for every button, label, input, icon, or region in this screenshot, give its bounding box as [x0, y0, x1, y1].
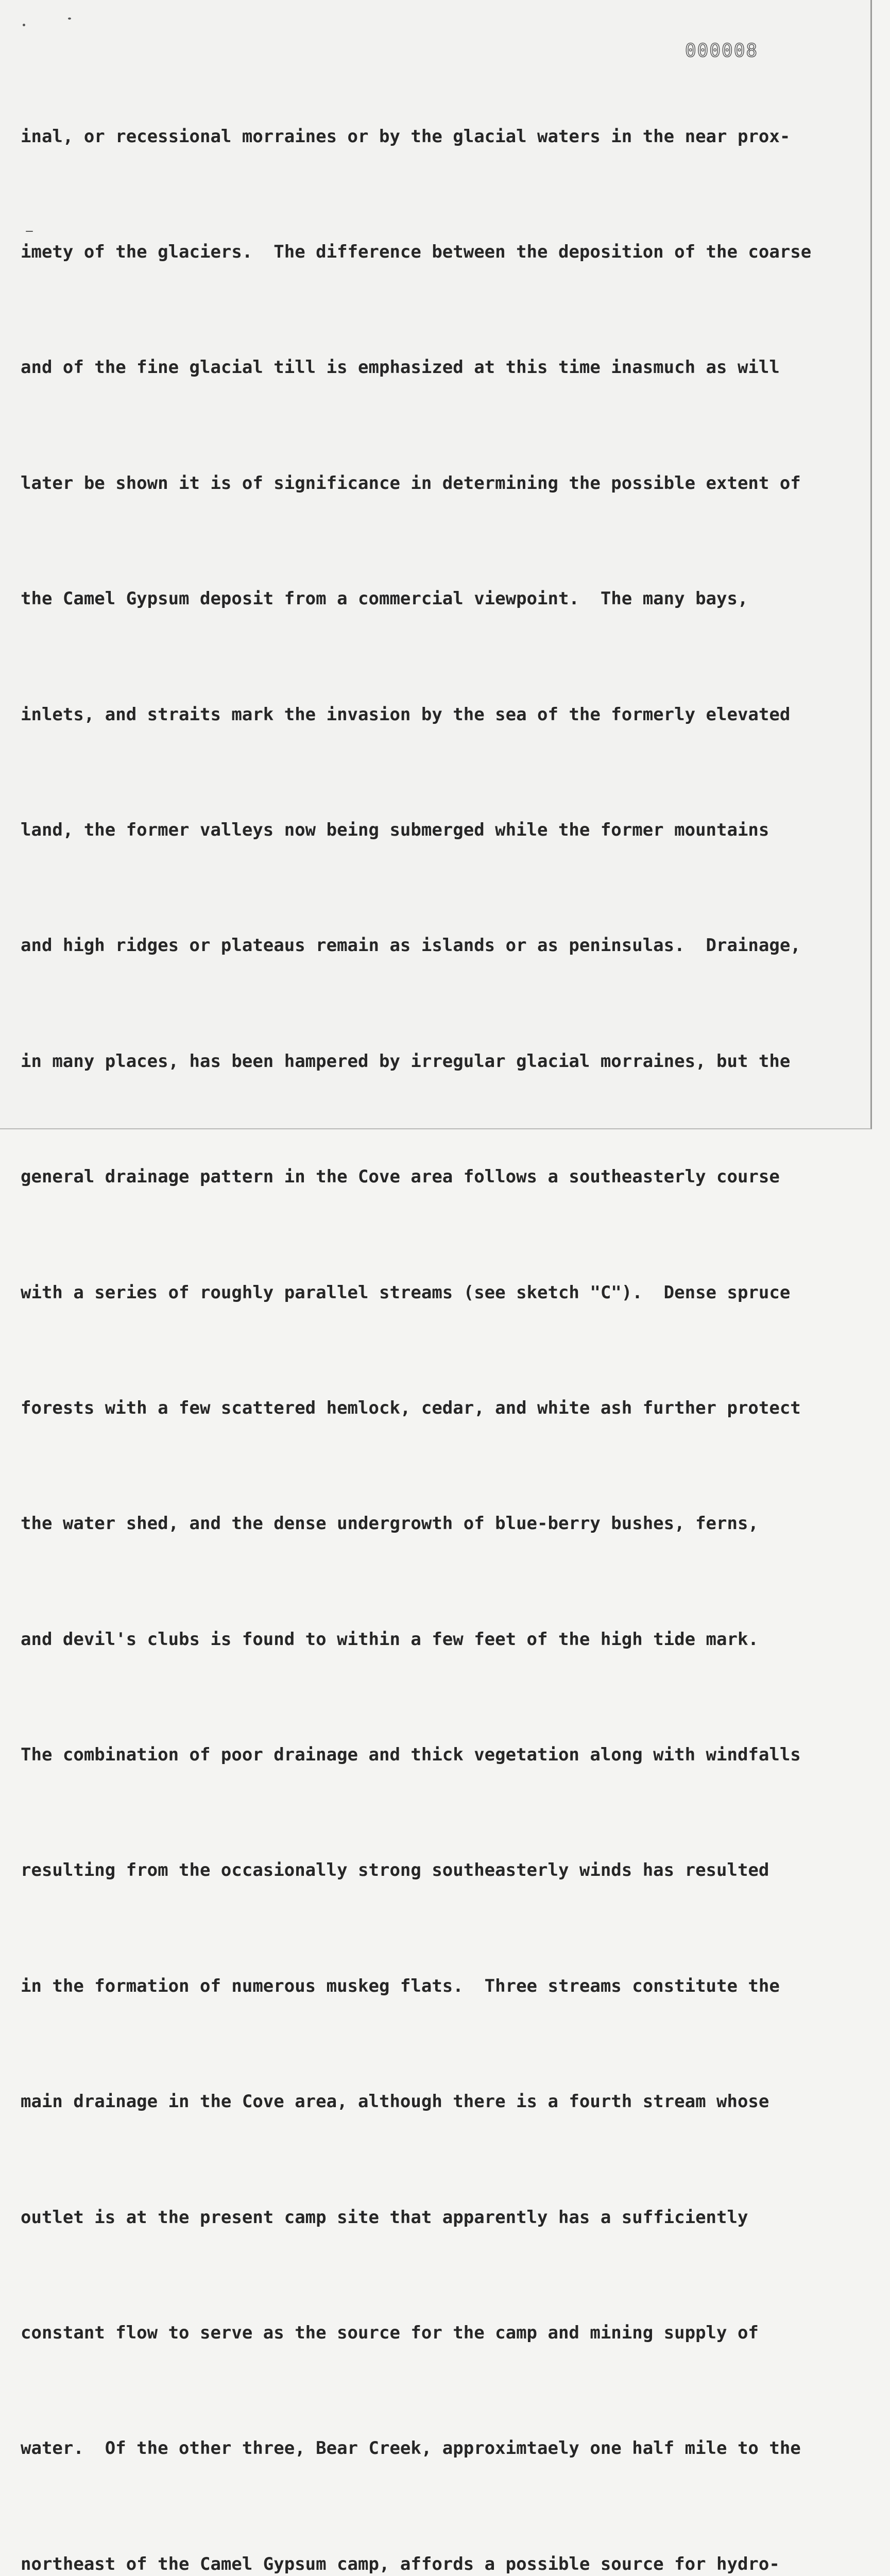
- text-line: constant flow to serve as the source for the camp and mining supply of: [21, 2323, 759, 2344]
- text-line: the water shed, and the dense undergrowth of blue-berry bushes, ferns,: [21, 1513, 759, 1534]
- text-line: in the formation of numerous muskeg flats. Three streams constitute the: [21, 1975, 780, 1996]
- scan-speck: [23, 24, 25, 26]
- text-line: outlet is at the present camp site that apparently has a sufficiently: [21, 2207, 748, 2228]
- document-body: [21, 40, 876, 2576]
- text-line: water. Of the other three, Bear Creek, approximtaely one half mile to the: [21, 2438, 801, 2459]
- text-line: and devil's clubs is found to within a few feet of the high tide mark.: [21, 1629, 759, 1650]
- text-line: forests with a few scattered hemlock, cedar, and white ash further protect: [21, 1397, 801, 1418]
- page-number-stamp: 000008: [685, 40, 759, 61]
- text-line: The combination of poor drainage and thick vegetation along with windfalls: [21, 1744, 801, 1766]
- text-line: inlets, and straits mark the invasion by the sea of the formerly elevated: [21, 704, 791, 725]
- text-line: land, the former valleys now being submerged while the former mountains: [21, 819, 769, 840]
- scan-speck: [68, 18, 71, 20]
- text-line: general drainage pattern in the Cove area follows a southeasterly course: [21, 1166, 780, 1188]
- text-line: imety of the glaciers. The difference between the deposition of the coarse: [21, 241, 812, 262]
- text-line: later be shown it is of significance in determining the possible extent of: [21, 472, 801, 494]
- text-line: and of the fine glacial till is emphasized at this time inasmuch as will: [21, 357, 780, 378]
- text-line: inal, or recessional morraines or by the glacial waters in the near prox-: [21, 126, 791, 147]
- text-line: resulting from the occasionally strong southeasterly winds has resulted: [21, 1860, 769, 1881]
- text-line: the Camel Gypsum deposit from a commercial viewpoint. The many bays,: [21, 588, 748, 609]
- text-line: main drainage in the Cove area, although there is a fourth stream whose: [21, 2091, 769, 2112]
- text-line: in many places, has been hampered by irregular glacial morraines, but the: [21, 1050, 791, 1072]
- text-line: and high ridges or plateaus remain as islands or as peninsulas. Drainage,: [21, 935, 801, 956]
- text-line: northeast of the Camel Gypsum camp, affords a possible source for hydro-: [21, 2553, 780, 2574]
- text-line: with a series of roughly parallel streams (see sketch "C"). Dense spruce: [21, 1282, 791, 1303]
